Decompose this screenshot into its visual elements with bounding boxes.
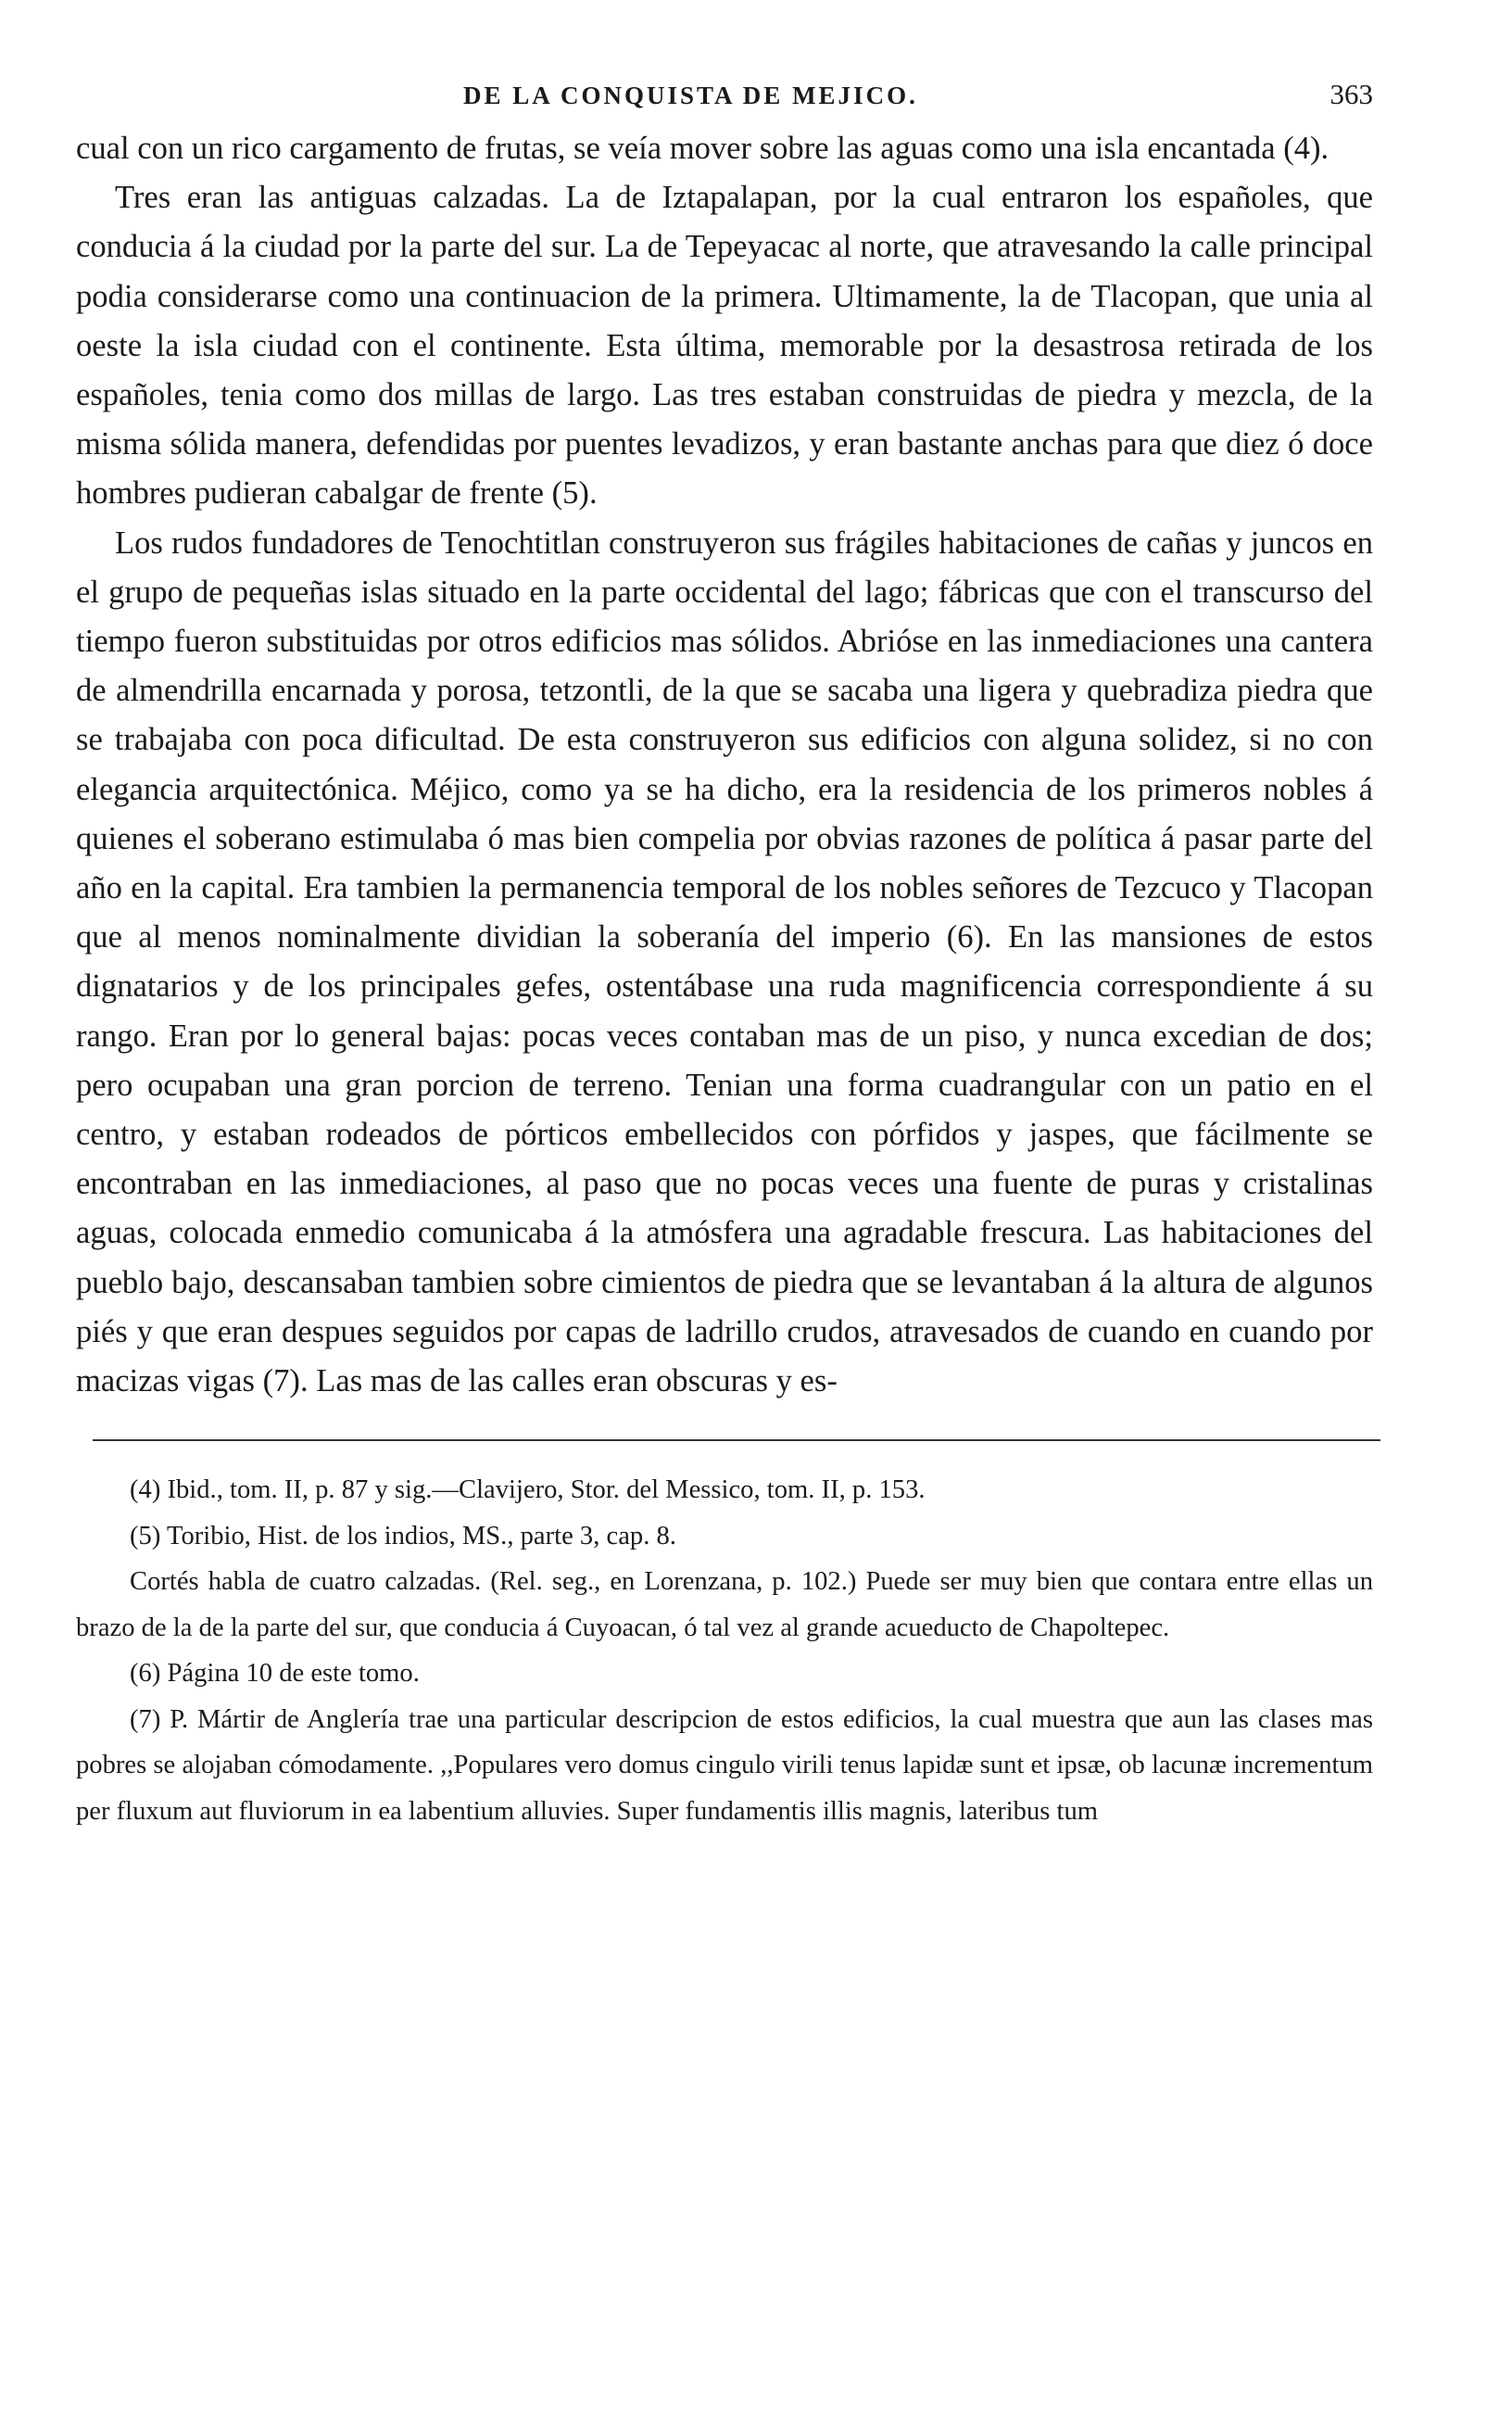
footnote: (5) Toribio, Hist. de los indios, MS., parte 3, cap. 8. bbox=[130, 1521, 676, 1550]
footnote: (6) Página 10 de este tomo. bbox=[130, 1659, 420, 1689]
footnote: (4) Ibid., tom. II, p. 87 y sig.—Clavijero, Stor. del Messico, tom. II, p. 153. bbox=[130, 1475, 926, 1505]
paragraph: cual con un rico cargamento de frutas, se veía mover sobre las aguas como una isla encantada (4). bbox=[76, 131, 1329, 166]
footnote: Cortés habla de cuatro calzadas. (Rel. seg., en Lorenzana, p. 102.) Puede ser muy bien que contara entre ellas un brazo de la de la parte del sur, que conducia á Cuyoacan, ó tal vez al grande acueducto de Chapoltepec. bbox=[76, 1567, 1373, 1642]
page-number: 363 bbox=[1329, 78, 1373, 110]
body-text bbox=[76, 124, 1373, 1406]
book-page bbox=[76, 78, 1373, 1834]
paragraph: Los rudos fundadores de Tenochtitlan construyeron sus frágiles habitaciones de cañas y juncos en el grupo de pequeñas islas situado en la parte occidental del lago; fábricas que con el transcurso del tiempo fueron substituidas por otros edificios mas sólidos. Abrióse en las inmediaciones una cantera de almendrilla encarnada y porosa, tetzontli, de la que se sacaba una ligera y quebradiza piedra que se trabajaba con poca dificultad. De esta construyeron sus edificios con alguna solidez, si no con elegancia arquitectónica. Méjico, como ya se ha dicho, era la residencia de los primeros nobles á quienes el soberano estimulaba ó mas bien compelia por obvias razones de política á pasar parte del año en la capital. Era tambien la permanencia temporal de los nobles señores de Tezcuco y Tlacopan que al menos nominalmente dividian la soberanía del imperio (6). En las mansiones de estos dignatarios y de los principales gefes, ostentábase una ruda magnificencia correspondiente á su rango. Eran por lo general bajas: pocas veces contaban mas de un piso, y nunca excedian de dos; pero ocupaban una gran porcion de terreno. Tenian una forma cuadrangular con un patio en el centro, y estaban rodeados de pórticos embellecidos con pórfidos y jaspes, que fácilmente se encontraban en las inmediaciones, al paso que no pocas veces una fuente de puras y cristalinas aguas, colocada enmedio comunicaba á la atmósfera una agradable frescura. Las habitaciones del pueblo bajo, descansaban tambien sobre cimientos de piedra que se levantaban á la altura de algunos piés y que eran despues seguidos por capas de ladrillo crudos, atravesados de cuando en cuando por macizas vigas (7). Las mas de las calles eran obscuras y es- bbox=[76, 525, 1373, 1399]
running-title: DE LA CONQUISTA DE MEJICO. bbox=[463, 82, 918, 109]
paragraph: Tres eran las antiguas calzadas. La de Iztapalapan, por la cual entraron los españoles, que conducia á la ciudad por la parte del sur. La de Tepeyacac al norte, que atravesando la calle principal podia considerarse como una continuacion de la primera. Ultimamente, la de Tlacopan, que unia al oeste la isla ciudad con el continente. Esta última, memorable por la desastrosa retirada de los españoles, tenia como dos millas de largo. Las tres estaban construidas de piedra y mezcla, de la misma sólida manera, defendidas por puentes levadizos, y eran bastante anchas para que diez ó doce hombres pudieran cabalgar de frente (5). bbox=[76, 180, 1373, 512]
footnote-rule bbox=[93, 1439, 1380, 1441]
footnote: (7) P. Mártir de Anglería trae una particular descripcion de estos edificios, la cual muestra que aun las clases mas pobres se alojaban cómodamente. ,,Populares vero domus cingulo virili tenus lapidæ sunt et ipsæ, ob lacunæ incrementum per fluxum aut fluviorum in ea labentium alluvies. Super fundamentis illis magnis, lateribus tum bbox=[76, 1704, 1373, 1826]
footnotes bbox=[76, 1467, 1373, 1834]
running-head bbox=[76, 78, 1373, 115]
